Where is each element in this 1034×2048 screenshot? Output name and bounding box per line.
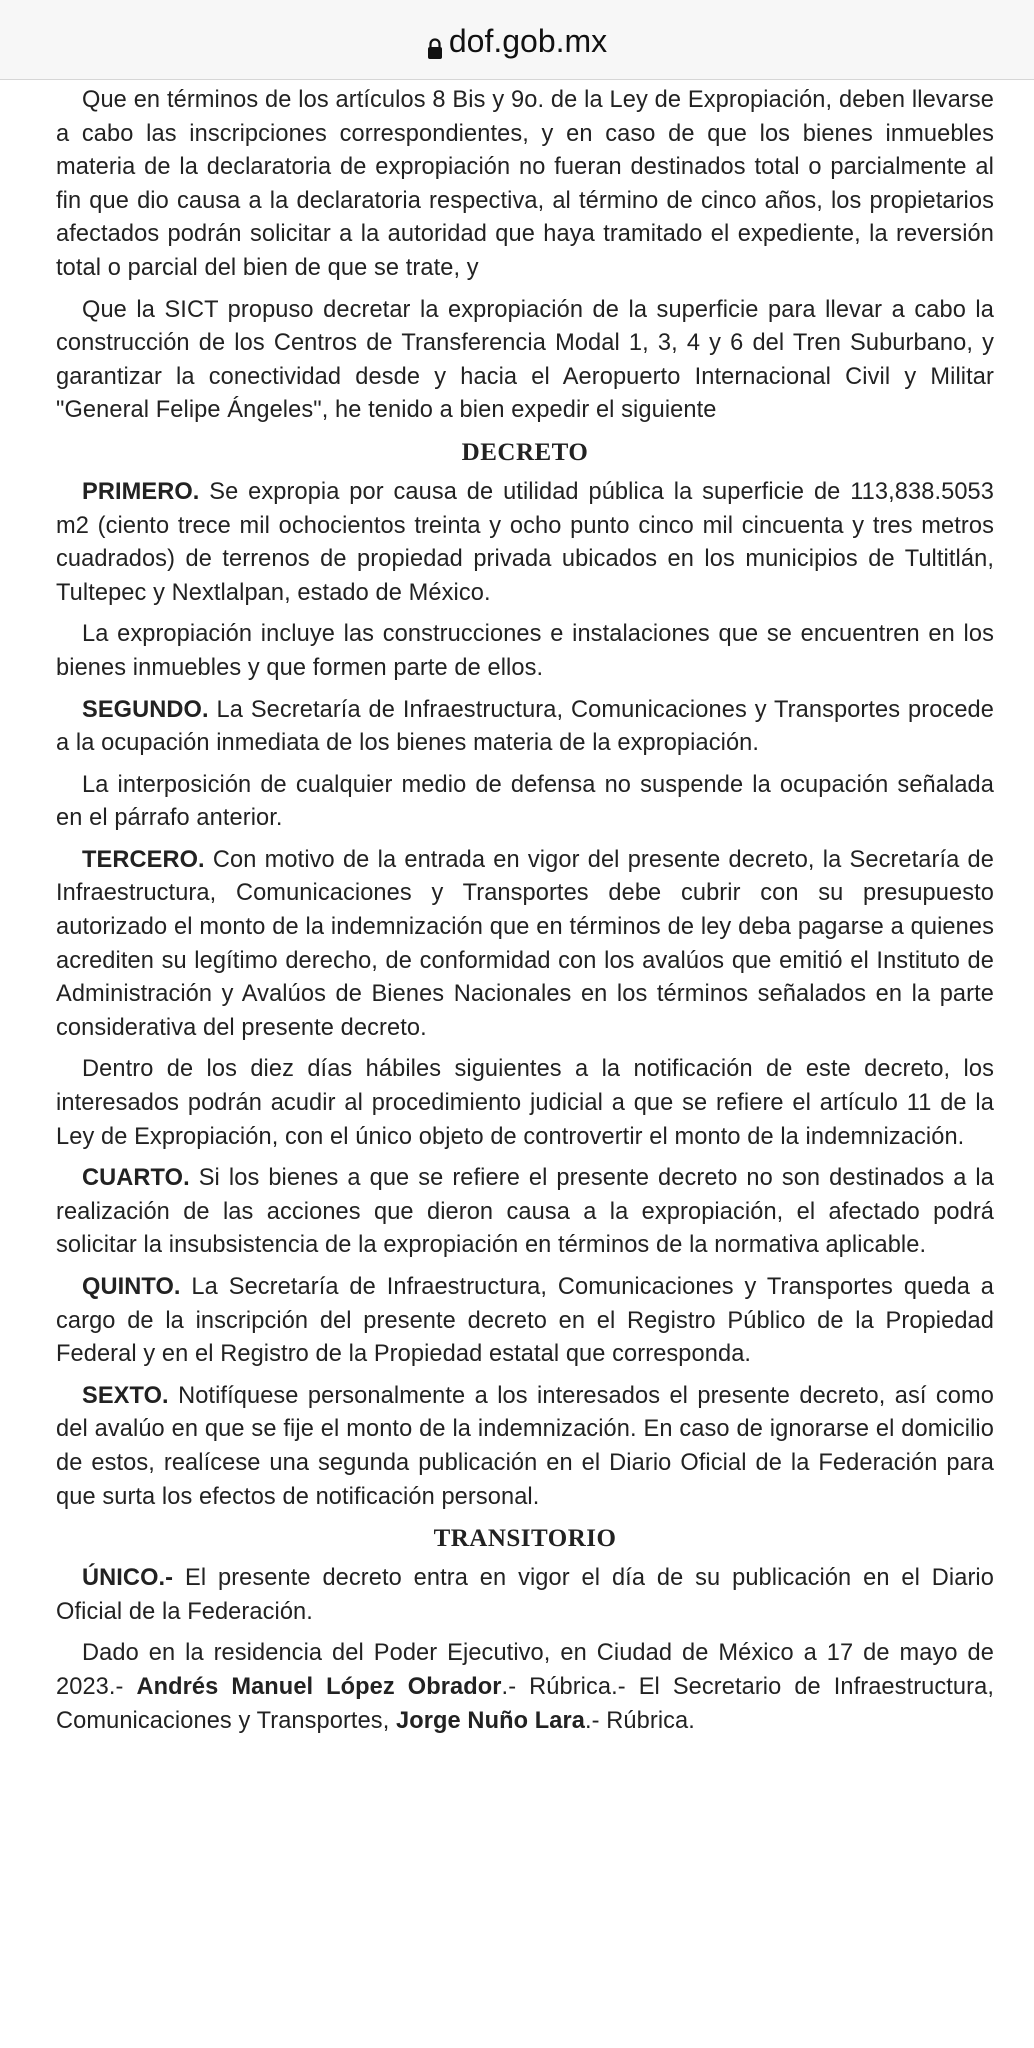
dado-text-3: .- Rúbrica.	[585, 1707, 695, 1734]
article-unico-text: El presente decreto entra en vigor el día de su publicación en el Diario Oficial de la Federación.	[56, 1565, 994, 1625]
article-primero-text: Se expropia por causa de utilidad pública la superficie de 113,838.5053 m2 (ciento trece mil ochocientos treinta y ocho punto cinco mil cincuenta y tres metros cuadrados) de terrenos de propiedad privada ubicados en los municipios de Tultitlán, Tultepec y Nextlalpan, estado de México.	[56, 478, 994, 606]
article-segundo-text: La Secretaría de Infraestructura, Comunicaciones y Transportes procede a la ocupación inmediata de los bienes materia de la expropiación.	[56, 696, 994, 757]
url-display[interactable]	[427, 23, 607, 60]
article-cuarto-label: CUARTO.	[82, 1165, 190, 1192]
article-sexto	[56, 1380, 994, 1514]
article-unico	[56, 1562, 994, 1629]
article-segundo	[56, 694, 994, 761]
paragraph-interposicion: La interposición de cualquier medio de defensa no suspende la ocupación señalada en el párrafo anterior.	[56, 771, 994, 832]
signer-president: Andrés Manuel López Obrador	[136, 1673, 502, 1700]
article-tercero-label: TERCERO.	[82, 846, 205, 873]
article-sexto-text: Notifíquese personalmente a los interesados el presente decreto, así como del avalúo en que se fije el monto de la indemnización. En caso de ignorarse el domicilio de estos, realícese una segunda publicación en el Diario Oficial de la Federación para que surta los efectos de notificación personal.	[56, 1382, 994, 1510]
url-text: dof.gob.mx	[448, 23, 608, 59]
article-primero	[56, 476, 994, 610]
article-sexto-label: SEXTO.	[82, 1382, 169, 1409]
article-quinto	[56, 1271, 994, 1372]
article-quinto-label: QUINTO.	[82, 1274, 181, 1300]
paragraph-considerando-2: Que la SICT propuso decretar la expropiación de la superficie para llevar a cabo la construcción de los Centros de Transferencia Modal 1, 3, 4 y 6 del Tren Suburbano, y garantizar la conectividad desde y hacia el Aeropuerto Internacional Civil y Militar "General Felipe Ángeles", he tenido a bien expedir el siguiente	[56, 296, 994, 424]
paragraph-dado	[56, 1637, 994, 1738]
browser-address-bar[interactable]	[0, 0, 1034, 80]
heading-transitorio: TRANSITORIO	[433, 1525, 617, 1553]
article-unico-label: ÚNICO.-	[82, 1565, 174, 1592]
article-tercero	[56, 844, 994, 1046]
dado-text-1: Dado en la residencia del Poder Ejecutivo, en Ciudad de México a 17 de mayo de 2023.-	[56, 1640, 994, 1700]
article-quinto-text: La Secretaría de Infraestructura, Comunicaciones y Transportes queda a cargo de la inscripción del presente decreto en el Registro Público de la Propiedad Federal y en el Registro de la Propiedad estatal que corresponda.	[56, 1274, 994, 1368]
paragraph-considerando-1: Que en términos de los artículos 8 Bis y 9o. de la Ley de Expropiación, deben llevarse a cabo las inscripciones correspondientes, y en caso de que los bienes inmuebles materia de la declaratoria de expropiación no fueran destinados total o parcialmente al fin que dio causa a la declaratoria respectiva, al término de cinco años, los propietarios afectados podrán solicitar a la autoridad que haya tramitado el expediente, la reversión total o parcial del bien de que se trate, y	[56, 87, 994, 281]
paragraph-incluye: La expropiación incluye las construcciones e instalaciones que se encuentren en los bienes inmuebles y que formen parte de ellos.	[56, 621, 994, 681]
signer-secretary: Jorge Nuño Lara	[396, 1707, 586, 1734]
article-cuarto-text: Si los bienes a que se refiere el presente decreto no son destinados a la realización de las acciones que dieron causa a la expropiación, el afectado podrá solicitar la insubsistencia de la expropiación en términos de la normativa aplicable.	[56, 1165, 994, 1259]
document-body	[56, 84, 994, 1746]
article-cuarto	[56, 1162, 994, 1263]
article-segundo-label: SEGUNDO.	[82, 696, 209, 723]
dado-text-2: .- Rúbrica.- El Secretario de Infraestructura, Comunicaciones y Transportes,	[56, 1673, 994, 1734]
article-primero-label: PRIMERO.	[82, 478, 200, 505]
lock-icon	[427, 31, 443, 53]
paragraph-dentro: Dentro de los diez días hábiles siguientes a la notificación de este decreto, los interesados podrán acudir al procedimiento judicial a que se refiere el artículo 11 de la Ley de Expropiación, con el único objeto de controvertir el monto de la indemnización.	[56, 1056, 994, 1150]
article-tercero-text: Con motivo de la entrada en vigor del presente decreto, la Secretaría de Infraestructura, Comunicaciones y Transportes debe cubrir con su presupuesto autorizado el monto de la indemnización que en términos de ley deba pagarse a quienes acrediten su legítimo derecho, de conformidad con los avalúos que emitió el Instituto de Administración y Avalúos de Bienes Nacionales en los términos señalados en la parte considerativa del presente decreto.	[56, 846, 994, 1041]
heading-decreto: DECRETO	[461, 438, 589, 466]
